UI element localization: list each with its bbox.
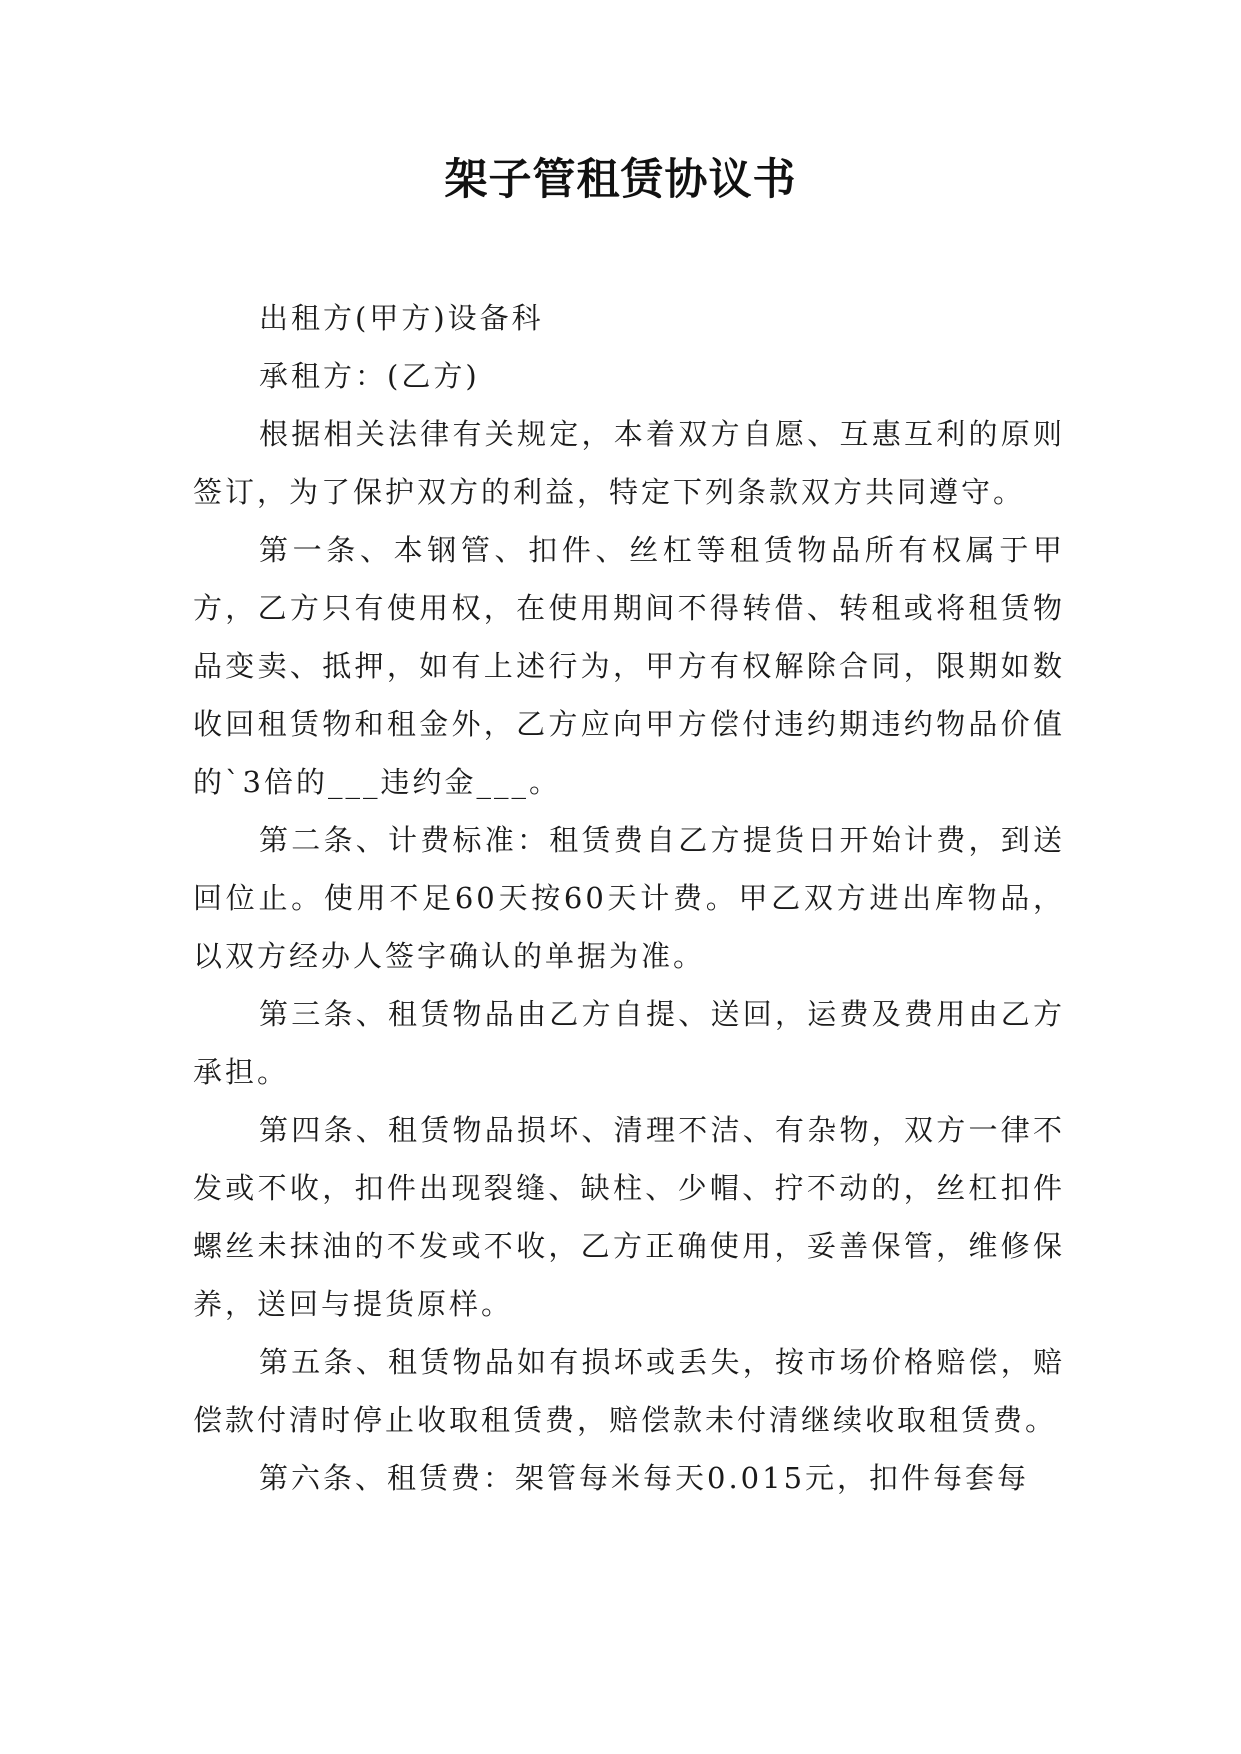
paragraph-article-2: 第二条、计费标准：租赁费自乙方提货日开始计费，到送回位止。使用不足60天按60天计费。甲乙双方进出库物品，以双方经办人签字确认的单据为准。 bbox=[193, 823, 1065, 973]
paragraph-lessor: 出租方(甲方)设备科 bbox=[259, 301, 544, 335]
paragraph-article-6: 第六条、租赁费：架管每米每天0.015元，扣件每套每 bbox=[259, 1461, 1030, 1495]
paragraph-article-5: 第五条、租赁物品如有损坏或丢失，按市场价格赔偿，赔偿款付清时停止收取租赁费，赔偿款未付清继续收取租赁费。 bbox=[193, 1345, 1065, 1437]
paragraph-article-3: 第三条、租赁物品由乙方自提、送回，运费及费用由乙方承担。 bbox=[193, 997, 1065, 1089]
paragraph-preamble: 根据相关法律有关规定，本着双方自愿、互惠互利的原则签订，为了保护双方的利益，特定下列条款双方共同遵守。 bbox=[193, 417, 1065, 509]
paragraph-lessee: 承租方：(乙方) bbox=[259, 359, 480, 393]
paragraph-article-4: 第四条、租赁物品损坏、清理不洁、有杂物，双方一律不发或不收，扣件出现裂缝、缺柱、少帽、拧不动的，丝杠扣件螺丝未抹油的不发或不收，乙方正确使用，妥善保管，维修保养，送回与提货原样。 bbox=[193, 1113, 1065, 1321]
document-body bbox=[193, 289, 1065, 1507]
document-title: 架子管租赁协议书 bbox=[444, 155, 797, 205]
paragraph-article-1: 第一条、本钢管、扣件、丝杠等租赁物品所有权属于甲方，乙方只有使用权，在使用期间不得转借、转租或将租赁物品变卖、抵押，如有上述行为，甲方有权解除合同，限期如数收回租赁物和租金外，乙方应向甲方偿付违约期违约物品价值的`3倍的___违约金___。 bbox=[193, 533, 1065, 799]
